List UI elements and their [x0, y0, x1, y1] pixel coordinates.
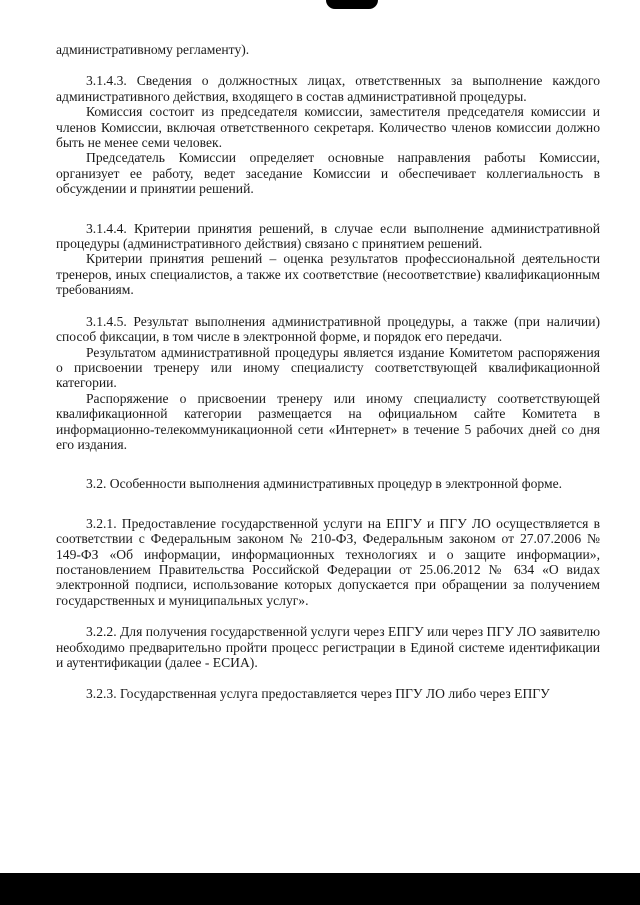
paragraph: административному регламенту).: [56, 42, 250, 57]
paragraph: 3.2.2. Для получения государственной услуги через ЕПГУ или через ПГУ ЛО заявителю необходимо предварительно пройти процесс регистрации в Единой системе идентификации и аутентификации (далее - ЕСИА).: [56, 624, 600, 670]
binding-mark: [326, 0, 378, 9]
paragraph: Результатом административной процедуры является издание Комитетом распоряжения о присвоении тренеру или иному специалисту соответствующей квалификационной категории.: [56, 344, 600, 391]
document-page: [56, 42, 600, 702]
paragraph: 3.2.3. Государственная услуга предоставляется через ПГУ ЛО либо через ЕПГУ: [86, 686, 550, 702]
paragraph: Критерии принятия решений – оценка результатов профессиональной деятельности тренеров, иных специалистов, а также их соответствие (несоответствие) квалификационным требованиям.: [56, 251, 600, 298]
paragraph: Распоряжение о присвоении тренеру или иному специалисту соответствующей квалификационной категории размещается на официальном сайте Комитета в информационно-телекоммуникационной сети «Интернет» в течение 5 рабочих дней со дня его издания.: [56, 390, 600, 452]
paragraph: Комиссия состоит из председателя комиссии, заместителя председателя комиссии и членов Комиссии, включая ответственного секретаря. Количество членов комиссии должно быть не менее семи человек.: [56, 104, 600, 151]
paragraph: 3.2.1. Предоставление государственной услуги на ЕПГУ и ПГУ ЛО осуществляется в соответствии с Федеральным законом № 210-ФЗ, Федеральным законом от 27.07.2006 № 149-ФЗ «Об информации, информационных технологиях и о защите информации», постановлением Правительства Российской Федерации от 25.06.2012 № 634 «О видах электронной подписи, использование которых допускается при обращении за получением государственных и муниципальных услуг».: [56, 515, 600, 608]
paragraph: Председатель Комиссии определяет основные направления работы Комиссии, организует ее работу, ведет заседание Комиссии и обеспечивает коллегиальность в обсуждении и принятии решений.: [56, 150, 600, 197]
paragraph: 3.1.4.4. Критерии принятия решений, в случае если выполнение административной процедуры (административного действия) связано с принятием решений.: [56, 220, 600, 252]
paragraph: 3.1.4.3. Сведения о должностных лицах, ответственных за выполнение каждого административного действия, входящего в состав административной процедуры.: [56, 73, 600, 104]
section-heading: 3.2. Особенности выполнения административных процедур в электронной форме.: [86, 476, 563, 492]
paragraph: 3.1.4.5. Результат выполнения административной процедуры, а также (при наличии) способ фиксации, в том числе в электронной форме, и порядок его передачи.: [56, 313, 600, 345]
scan-border: [0, 873, 640, 905]
